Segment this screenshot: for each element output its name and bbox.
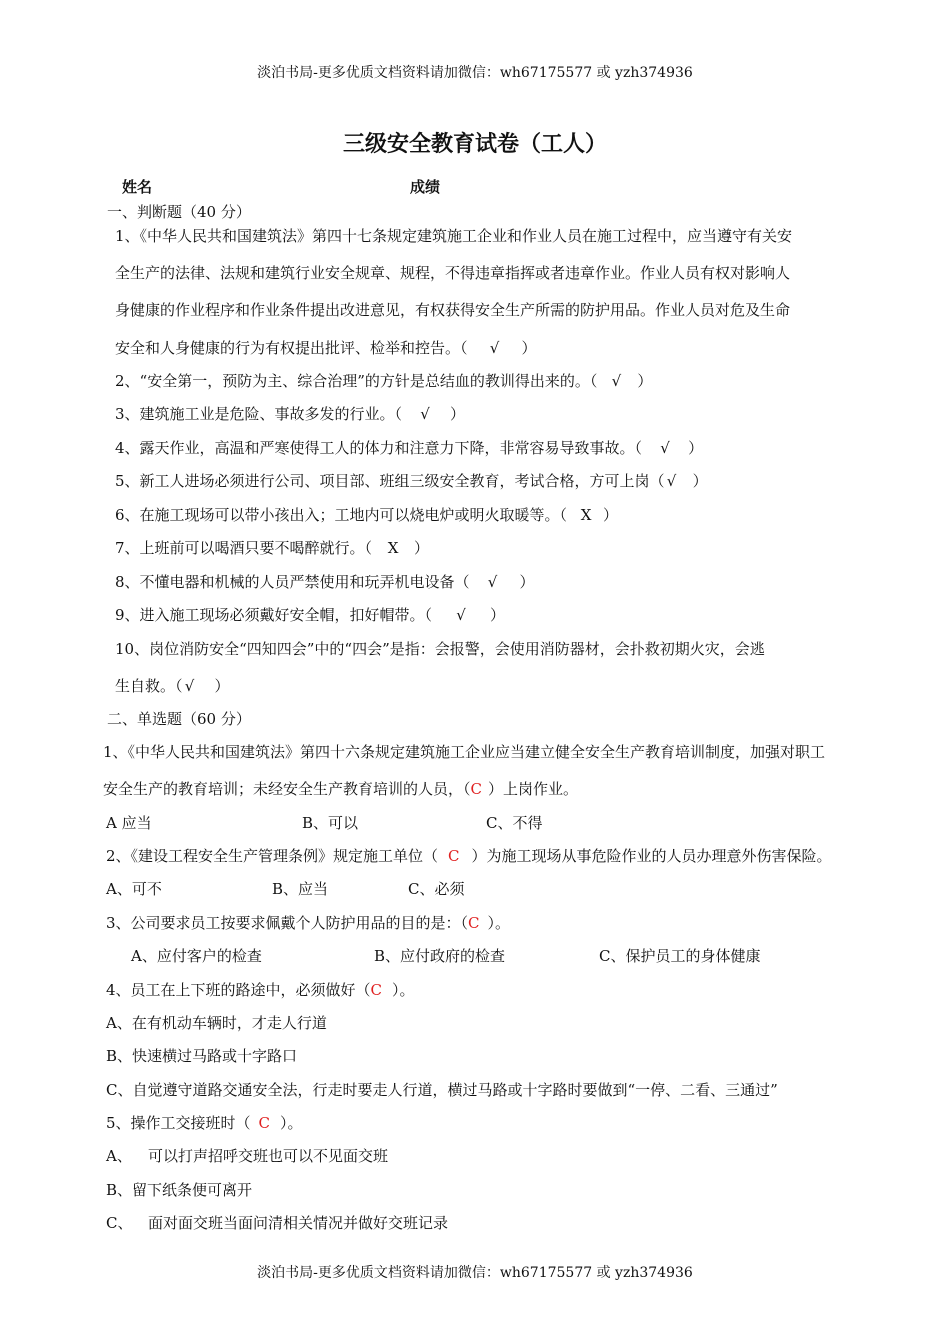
question-text-end: ）上岗作业。 [488,780,579,798]
answer-mark: C [258,1114,271,1132]
choice-q2-option-a: A、可不 [106,880,162,898]
judgment-q5 [115,471,708,491]
judgment-q4 [115,438,703,458]
answer-mark: C [448,847,460,865]
judgment-q8 [115,572,535,592]
question-text-end: ）。 [392,981,415,999]
question-text: 9、进入施工现场必须戴好安全帽，扣好帽带。（ [115,606,433,624]
score-label: 成绩 [410,178,441,196]
choice-q5-option-c-text: 面对面交班当面问清相关情况并做好交班记录 [148,1214,449,1232]
choice-q2-option-b: B、应当 [272,880,329,898]
question-text: 安全和人身健康的行为有权提出批评、检举和控告。（ [115,339,468,357]
answer-mark: √ [666,472,677,490]
choice-q3 [106,913,510,933]
choice-q1-option-b: B、可以 [302,814,359,832]
judgment-q1-line1: 1、《中华人民共和国建筑法》第四十七条规定建筑施工企业和作业人员在施工过程中，应当遵守有关安 [115,227,793,245]
bracket-close: ） [521,339,537,357]
choice-q2-option-c: C、必须 [408,880,465,898]
question-text: 安全生产的教育培训；未经安全生产教育培训的人员，（ [103,780,471,798]
choice-q1-option-c: C、不得 [486,814,543,832]
choice-q1-option-a: A 应当 [106,814,152,832]
choice-q5-option-a-label: A、 [106,1147,132,1165]
page-header-watermark: 淡泊书局-更多优质文档资料请加微信：wh67175577 或 yzh374936 [257,65,693,81]
question-text: 生自救。（ [115,677,183,695]
question-text: 6、在施工现场可以带小孩出入；工地内可以烧电炉或明火取暖等。（ [115,506,568,524]
judgment-q10-line2 [115,676,230,696]
question-text: 7、上班前可以喝酒只要不喝醉就行。（ [115,539,373,557]
choice-q3-option-c: C、保护员工的身体健康 [599,947,761,965]
question-text: 5、新工人进场必须进行公司、项目部、班组三级安全教育，考试合格，方可上岗（ [115,472,665,490]
answer-mark: √ [611,372,622,390]
bracket-close: ） [214,677,230,695]
answer-mark: C [470,780,482,798]
answer-mark: √ [489,339,500,357]
judgment-q1-line2: 全生产的法律、法规和建筑行业安全规章、规程，不得违章指挥或者违章作业。作业人员有权对影响人 [115,264,791,282]
judgment-q1-line4 [115,338,537,358]
question-text: 2、“安全第一，预防为主、综合治理”的方针是总结血的教训得出来的。（ [115,372,598,390]
answer-mark: X [580,506,592,524]
choice-q5-option-c-label: C、 [106,1214,133,1232]
choice-q4-option-c: C、自觉遵守道路交通安全法，行走时要走人行道，横过马路或十字路时要做到“一停、二看、三通过” [106,1081,778,1099]
choice-q4-option-b: B、快速横过马路或十字路口 [106,1047,298,1065]
judgment-q3 [115,404,465,424]
question-text-end: ）。 [487,914,511,932]
choice-q4-option-a: A、在有机动车辆时，才走人行道 [106,1014,327,1032]
question-text: 3、公司要求员工按要求佩戴个人防护用品的目的是：（ [106,914,469,932]
answer-mark: C [370,981,383,999]
judgment-q2 [115,371,652,391]
bracket-close: ） [603,506,619,524]
judgment-q10-line1: 10、岗位消防安全“四知四会”中的“四会”是指：会报警，会使用消防器材，会扑救初期火灾，会逃 [115,640,765,658]
choice-q5-option-b: B、留下纸条便可离开 [106,1181,253,1199]
judgment-q1-line3: 身健康的作业程序和作业条件提出改进意见，有权获得安全生产所需的防护用品。作业人员对危及生命 [115,301,791,319]
choice-q2 [106,846,832,866]
answer-mark: √ [184,677,195,695]
name-label: 姓名 [122,178,153,196]
answer-mark: √ [420,405,430,423]
page-title: 三级安全教育试卷（工人） [342,132,607,157]
question-text-end: ）。 [280,1114,303,1132]
choice-q5-option-a-text: 可以打声招呼交班也可以不见面交班 [148,1147,389,1165]
choice-q1-line2 [103,779,578,799]
answer-mark: √ [660,439,670,457]
question-text: 4、员工在上下班的路途中，必须做好（ [106,981,371,999]
page-footer-watermark: 淡泊书局-更多优质文档资料请加微信：wh67175577 或 yzh374936 [257,1265,693,1281]
question-text-end: ）为施工现场从事危险作业的人员办理意外伤害保险。 [471,847,832,865]
choice-q5 [106,1113,303,1133]
choice-q4 [106,980,415,1000]
bracket-close: ） [519,573,535,591]
question-text: 2、《建设工程安全生产管理条例》规定施工单位（ [106,847,439,865]
judgment-q9 [115,605,505,625]
bracket-close: ） [414,539,430,557]
question-text: 8、不懂电器和机械的人员严禁使用和玩弄机电设备（ [115,573,470,591]
choice-q3-option-a: A、应付客户的检查 [131,947,262,965]
answer-mark: X [387,539,399,557]
bracket-close: ） [450,405,466,423]
judgment-q6 [115,505,618,525]
choice-q3-option-b: B、应付政府的检查 [374,947,506,965]
question-text: 4、露天作业，高温和严寒使得工人的体力和注意力下降，非常容易导致事故。（ [115,439,643,457]
bracket-close: ） [692,472,708,490]
answer-mark: √ [456,606,466,624]
judgment-q7 [115,538,429,558]
section-heading-single-choice: 二、单选题（60 分） [107,710,251,728]
answer-mark: C [468,914,480,932]
bracket-close: ） [637,372,653,390]
question-text: 3、建筑施工业是危险、事故多发的行业。（ [115,405,403,423]
bracket-close: ） [688,439,704,457]
question-text: 5、操作工交接班时（ [106,1114,251,1132]
section-heading-judgment: 一、判断题（40 分） [107,203,251,221]
answer-mark: √ [487,573,498,591]
bracket-close: ） [490,606,506,624]
choice-q1-line1: 1、《中华人民共和国建筑法》第四十六条规定建筑施工企业应当建立健全安全生产教育培训制度，加强对职工 [103,743,826,761]
